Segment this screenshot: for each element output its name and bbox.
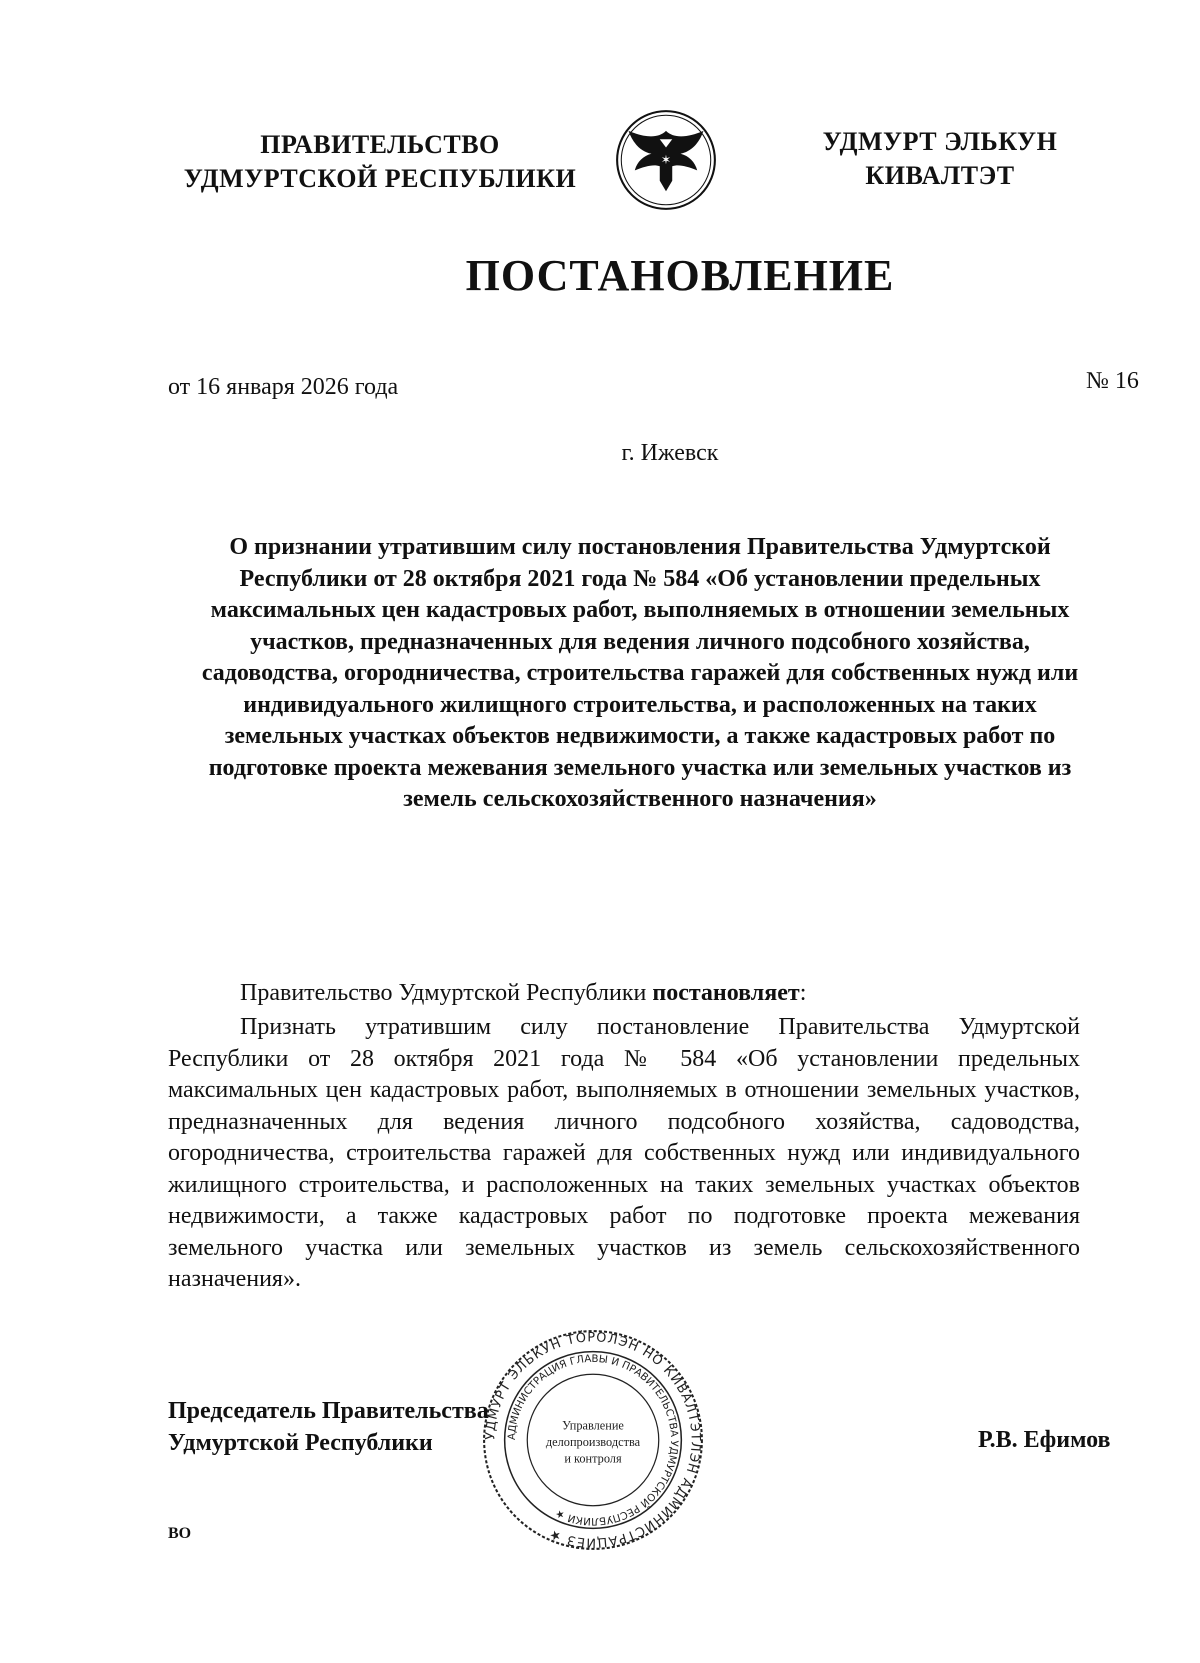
intro-verb: постановляет — [652, 980, 800, 1006]
resolution-body: Признать утратившим силу постановление Правительства Удмуртской Республики от 28 октября 2021 года № 584 «Об установлении предельных максимальных цен кадастровых работ, выполняемых в отношении земельных участков, предназначенных для ведения личного подсобного хозяйства, садоводства, огородничества, строительства гаражей для собственных нужд или индивидуального жилищного строительства, и расположенных на таких земельных участках объектов недвижимости, а также кадастровых работ по подготовке проекта межевания земельного участка или земельных участков из земель сельскохозяйственного назначения». — [168, 1014, 1080, 1292]
intro-suffix: : — [799, 980, 807, 1006]
signatory-role — [168, 1395, 489, 1459]
document-date: от 16 января 2026 года — [168, 374, 399, 400]
coat-of-arms-icon — [614, 108, 718, 212]
document-city: г. Ижевск — [621, 440, 719, 466]
header-right-line2: КИВАЛТЭТ — [865, 161, 1015, 190]
seal-center-line3: и контроля — [564, 1451, 622, 1466]
document-subject: О признании утратившим силу постановления Правительства Удмуртской Республики от 28 октября 2021 года № 584 «Об установлении предельных максимальных цен кадастровых работ, выполняемых в отношении земельных участков, предназначенных для ведения личного подсобного хозяйства, садоводства, огородничества, строительства гаражей для собственных нужд или индивидуального жилищного строительства, и расположенных на таких земельных участках объектов недвижимости, а также кадастровых работ по подготовке проекта межевания земельного участка или земельных участков из земель сельскохозяйственного назначения» — [201, 534, 1079, 812]
header-right-line1: УДМУРТ ЭЛЬКУН — [822, 127, 1058, 156]
seal-inner-text: АДМИНИСТРАЦИЯ ГЛАВЫ И ПРАВИТЕЛЬСТВА УДМУРТСКОЙ РЕСПУБЛИКИ ★ — [505, 1352, 681, 1528]
header-right — [800, 125, 1080, 193]
document-type-title: ПОСТАНОВЛЕНИЕ — [465, 251, 895, 300]
official-seal-stamp — [480, 1327, 706, 1553]
svg-text:✶: ✶ — [660, 152, 672, 168]
seal-center-line2: делопроизводства — [545, 1435, 641, 1450]
document-number: № 16 — [1086, 368, 1139, 394]
resolution-intro — [240, 980, 806, 1007]
signatory-name: Р.В. Ефимов — [978, 1427, 1111, 1453]
seal-center-line1: Управление — [562, 1418, 624, 1433]
signatory-role-line2: Удмуртской Республики — [168, 1430, 433, 1456]
header-left-line2: УДМУРТСКОЙ РЕСПУБЛИКИ — [183, 164, 577, 193]
header-left — [160, 128, 600, 196]
signatory-role-line1: Председатель Правительства — [168, 1398, 489, 1424]
seal-outer-text: УДМУРТ ЭЛЬКУН ТӦРОЛЭН НО КИВАЛТЭТЛЭН АДМИНИСТРАЦИЕЗ ★ — [483, 1330, 703, 1550]
executor-initials: ВО — [168, 1525, 192, 1542]
intro-prefix: Правительство Удмуртской Республики — [240, 980, 653, 1006]
header-left-line1: ПРАВИТЕЛЬСТВО — [260, 130, 500, 159]
